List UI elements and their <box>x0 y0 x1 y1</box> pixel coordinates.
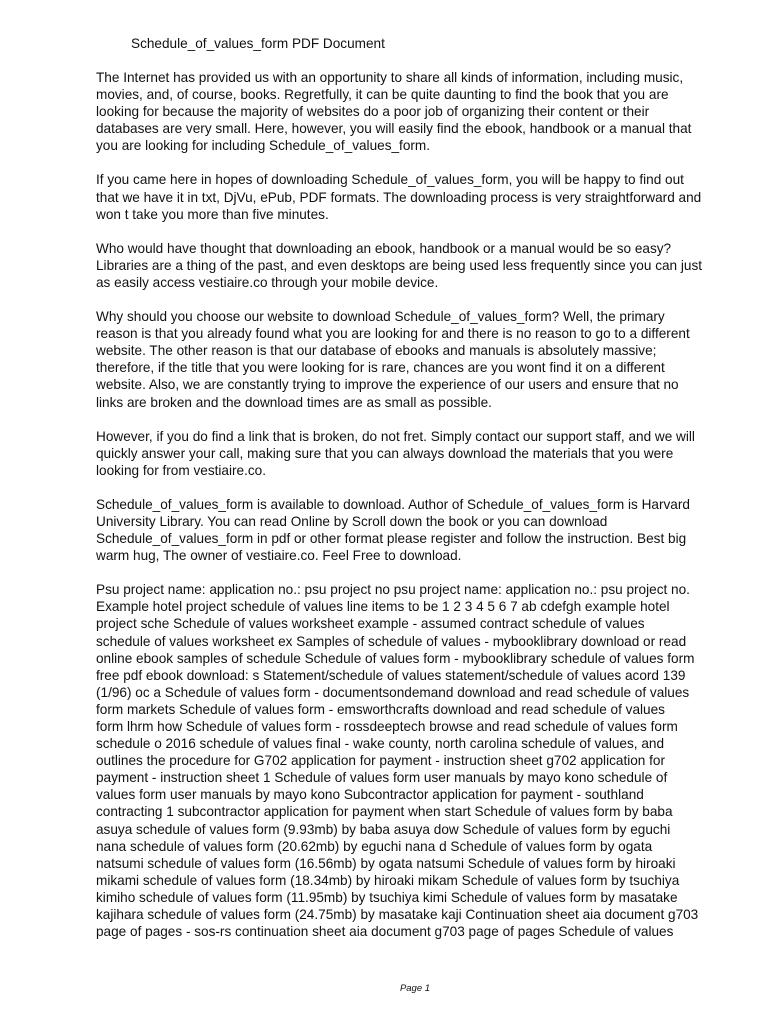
intro-paragraph: The Internet has provided us with an opportunity to share all kinds of information, including music, movies, and, of course, books. Regretfully, it can be quite daunting to find the book that you are looking for because the majority of websites do a poor job of organizing their content or their databases are very small. Here, however, you will easily find the ebook, handbook or a manual that you are looking for including Schedule_of_values_form. <box>96 70 692 154</box>
availability-paragraph: Schedule_of_values_form is available to download. Author of Schedule_of_values_form is Harvard University Library. You can read Online by Scroll down the book or you can download Schedule_of_values_form in pdf or other format please register and follow the instruction. Best big warm hug, The owner of vestiaire.co. Feel Free to download. <box>96 496 690 564</box>
ease-of-download-paragraph: Who would have thought that downloading an ebook, handbook or a manual would be so easy? Libraries are a thing of the past, and even desktops are being used less frequently since you can just as easily access vestiaire.co through your mobile device. <box>96 240 703 290</box>
keyword-list-paragraph: Psu project name: application no.: psu project no psu project name: application no.: psu project no. Example hotel project schedule of values line items to be 1 2 3 4 5 6 7 ab cdefgh example hotel project sche Schedule of values worksheet example - assumed contract schedule of values schedule of values worksheet ex Samples of schedule of values - mybooklibrary download or read online ebook samples of schedule Schedule of values form - mybooklibrary schedule of values form free pdf ebook download: s Statement/schedule of values statement/schedule of values acord 139 (1/96) oc a Schedule of values form - documentsondemand download and read schedule of values form markets Schedule of values form - emsworthcrafts download and read schedule of values form lhrm how Schedule of values form - rossdeeptech browse and read schedule of values form schedule o 2016 schedule of values final - wake county, north carolina schedule of values, and outlines the procedure for G702 application for payment - instruction sheet g702 application for payment - instruction sheet 1 Schedule of values form user manuals by mayo kono schedule of values form user manuals by mayo kono Subcontractor application for payment - southland contracting 1 subcontractor application for payment when start Schedule of values form by baba asuya schedule of values form (9.93mb) by baba asuya dow Schedule of values form by eguchi nana schedule of values form (20.62mb) by eguchi nana d Schedule of values form by ogata natsumi schedule of values form (16.56mb) by ogata natsumi Schedule of values form by hiroaki mikami schedule of values form (18.34mb) by hiroaki mikam Schedule of values form by tsuchiya kimiho schedule of values form (11.95mb) by tsuchiya kimi Schedule of values form by masatake kajihara schedule of values form (24.75mb) by masatake kaji Continuation sheet aia document g703 page of pages - sos-rs continuation sheet aia document g703 page of pages Schedule of values <box>96 582 699 940</box>
page-number: Page 1 <box>399 983 431 994</box>
why-choose-paragraph: Why should you choose our website to download Schedule_of_values_form? Well, the primary reason is that you already found what you are looking for and there is no reason to go to a different website. The other reason is that our database of ebooks and manuals is absolutely massive; therefore, if the title that you were looking for is rare, chances are you wont find it on a different website. Also, we are constantly trying to improve the experience of our users and ensure that no links are broken and the download times are as small as possible. <box>96 309 690 410</box>
download-formats-paragraph: If you came here in hopes of downloading Schedule_of_values_form, you will be happy to find out that we have it in txt, DjVu, ePub, PDF formats. The downloading process is very straightforward and won t take you more than five minutes. <box>96 172 702 222</box>
page-title: Schedule_of_values_form PDF Document <box>131 36 385 51</box>
broken-link-paragraph: However, if you do find a link that is broken, do not fret. Simply contact our support staff, and we will quickly answer your call, making sure that you can always download the materials that you were looking for from vestiaire.co. <box>96 428 695 478</box>
document-body <box>96 69 736 957</box>
